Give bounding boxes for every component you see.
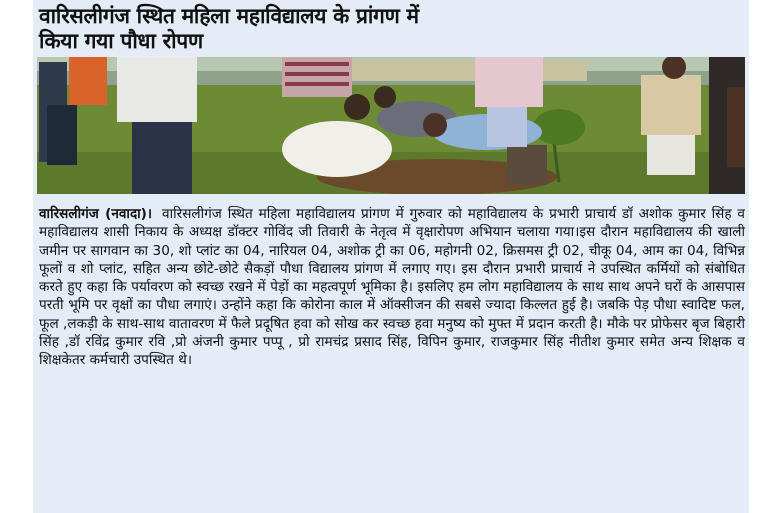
dateline: वारिसलीगंज (नवादा)।: [39, 206, 153, 222]
article-text: वारिसलीगंज स्थित महिला महाविद्यालय प्रांगण में गुरुवार को महाविद्यालय के प्रभारी प्राचार्य डॉ अशोक कुमार सिंह व महाविद्यालय शासी निकाय के अध्यक्ष डॉक्टर गोविंद जी तिवारी के नेतृत्व में वृक्षारोपण अभियान चलाया गया।इस दौरान महाविद्यालय की खाली जमीन पर सागवान का 30, शो प्लांट का 04, नारियल 04, अशोक ट्री का 06, महोगनी 02, क्रिसमस ट्री 02, चीकू 04, आम का 04, विभिन्न फूलों व शो प्लांट, सहित अन्य छोटे-छोटे सैकड़ों पौधा विद्यालय प्रांगण में लगाए गए। इस दौरान प्रभारी प्राचार्य ने उपस्थित कर्मियों को संबोधित करते हुए कहा कि पर्यावरण को स्वच्छ रखने में पेड़ों का महत्वपूर्ण भूमिका है। इसलिए हम लोग महाविद्यालय के साथ साथ अपने घरों के आसपास परती भूमि पर वृक्षों का पौधा लगाएं। उन्होंने कहा कि कोरोना काल में ऑक्सीजन की सबसे ज्यादा किल्लत हुई है। जबकि पेड़ पौधा स्वादिष्ट फल, फूल ,लकड़ी के साथ-साथ वातावरण में फैले प्रदूषित हवा को सोख कर स्वच्छ हवा मनुष्य को मुफ्त में प्रदान करती है। मौके पर प्रोफेसर बृज बिहारी सिंह ,डॉ रविंद्र कुमार रवि ,प्रो अंजनी कुमार पप्पू , प्रो रामचंद्र प्रसाद सिंह, विपिन कुमार, राजकुमार सिंह नीतीश कुमार समेत अन्य शिक्षक व शिक्षकेतर कर्मचारी उपस्थित थे।: [39, 206, 746, 369]
newspaper-clipping: [33, 0, 749, 513]
article-body: [39, 205, 745, 370]
news-photo: [37, 57, 745, 194]
tree-planting-photo: [37, 57, 745, 194]
headline-line-1: वारिसलीगंज स्थित महिला महाविद्यालय के प्रांगण में: [39, 4, 419, 28]
headline-line-2: किया गया पौधा रोपण: [39, 29, 203, 53]
